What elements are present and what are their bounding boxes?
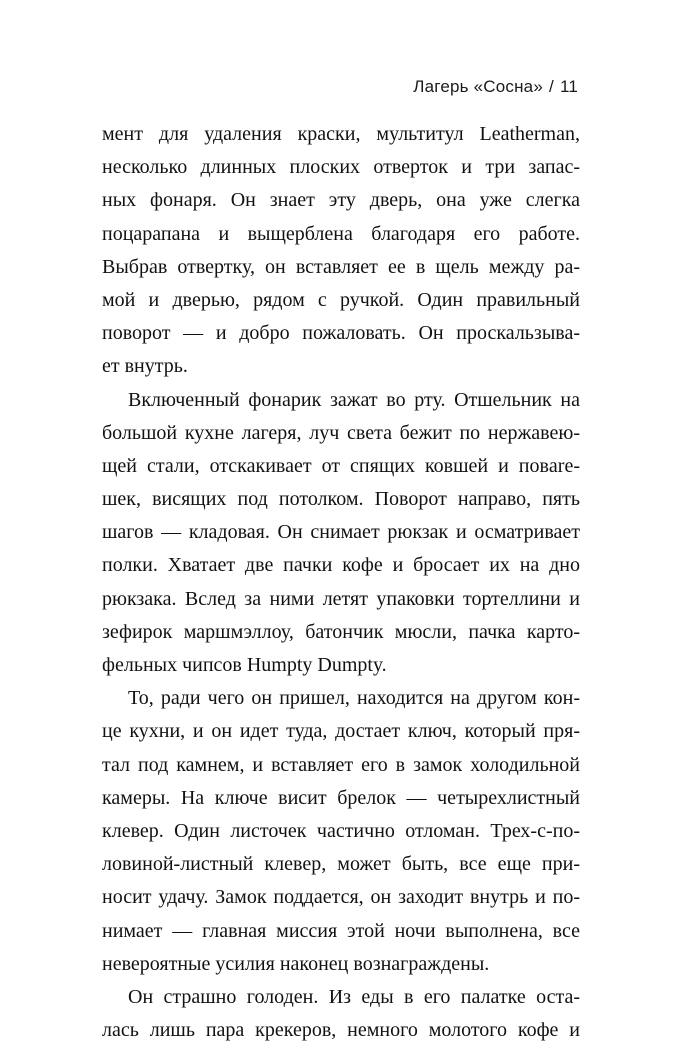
page-number: 11 (559, 77, 578, 96)
text-line: фельных чипсов Humpty Dumpty. (102, 654, 387, 676)
text-line: носит удачу. Замок поддается, он заходит внутрь и по- (102, 886, 580, 909)
text-line: поцарапана и выщерблена благодаря его работе. (102, 222, 580, 245)
text-line: зефирок маршмэллоу, батончик мюсли, пачка карто- (102, 620, 580, 643)
text-line: шагов — кладовая. Он снимает рюкзак и осматривает (102, 521, 580, 544)
text-line: поворот — и добро пожаловать. Он проскальзыва- (102, 322, 580, 345)
text-line: невероятные усилия наконец вознаграждены. (102, 952, 490, 975)
text-line: полки. Хватает две пачки кофе и бросает их на дно (102, 554, 580, 577)
text-line: рюкзака. Вслед за ними летят упаковки тортеллини и (102, 587, 580, 610)
text-line: Включенный фонарик зажат во рту. Отшельник на (128, 388, 580, 411)
text-line: ет внутрь. (102, 355, 188, 378)
text-line: клевер. Один листочек частично отломан. Трех-с-по- (102, 819, 580, 842)
text-line: це кухни, и он идет туда, достает ключ, который пря- (102, 720, 580, 743)
text-line: тал под камнем, и вставляет его в замок холодильной (102, 753, 580, 776)
text-line: большой кухне лагеря, луч света бежит по нержавею- (102, 421, 580, 444)
running-head (413, 77, 578, 97)
text-line: шек, висящих под потолком. Поворот направо, пять (102, 488, 580, 511)
running-head-separator: / (549, 77, 554, 96)
text-line: мент для удаления краски, мультитул Leatherman, (102, 123, 580, 145)
text-line: нимает — главная миссия этой ночи выполнена, все (102, 919, 580, 942)
text-line: камеры. На ключе висит брелок — четырехлистный (102, 786, 580, 809)
paragraph-1 (102, 118, 580, 384)
paragraph-4 (102, 981, 580, 1047)
text-line: мой и дверью, рядом с ручкой. Один правильный (102, 288, 580, 311)
text-line: ных фонаря. Он знает эту дверь, она уже слегка (102, 189, 580, 212)
text-line: несколько длинных плоских отверток и три запас- (102, 156, 580, 179)
text-line: ловиной-листный клевер, может быть, все еще при- (102, 853, 580, 876)
paragraph-3 (102, 682, 580, 981)
text-line: Он страшно голоден. Из еды в его палатке оста- (128, 985, 580, 1008)
text-line: щей стали, отскакивает от спящих ковшей и повare- (102, 454, 580, 477)
body-text (102, 118, 580, 1047)
text-line: То, ради чего он пришел, находится на другом кон- (128, 687, 580, 710)
text-line: Выбрав отвертку, он вставляет ее в щель между ра- (102, 255, 580, 278)
text-line: лась лишь пара крекеров, немного молотого кофе и (102, 1019, 580, 1042)
running-title: Лагерь «Сосна» (413, 77, 543, 96)
paragraph-2 (102, 384, 580, 683)
